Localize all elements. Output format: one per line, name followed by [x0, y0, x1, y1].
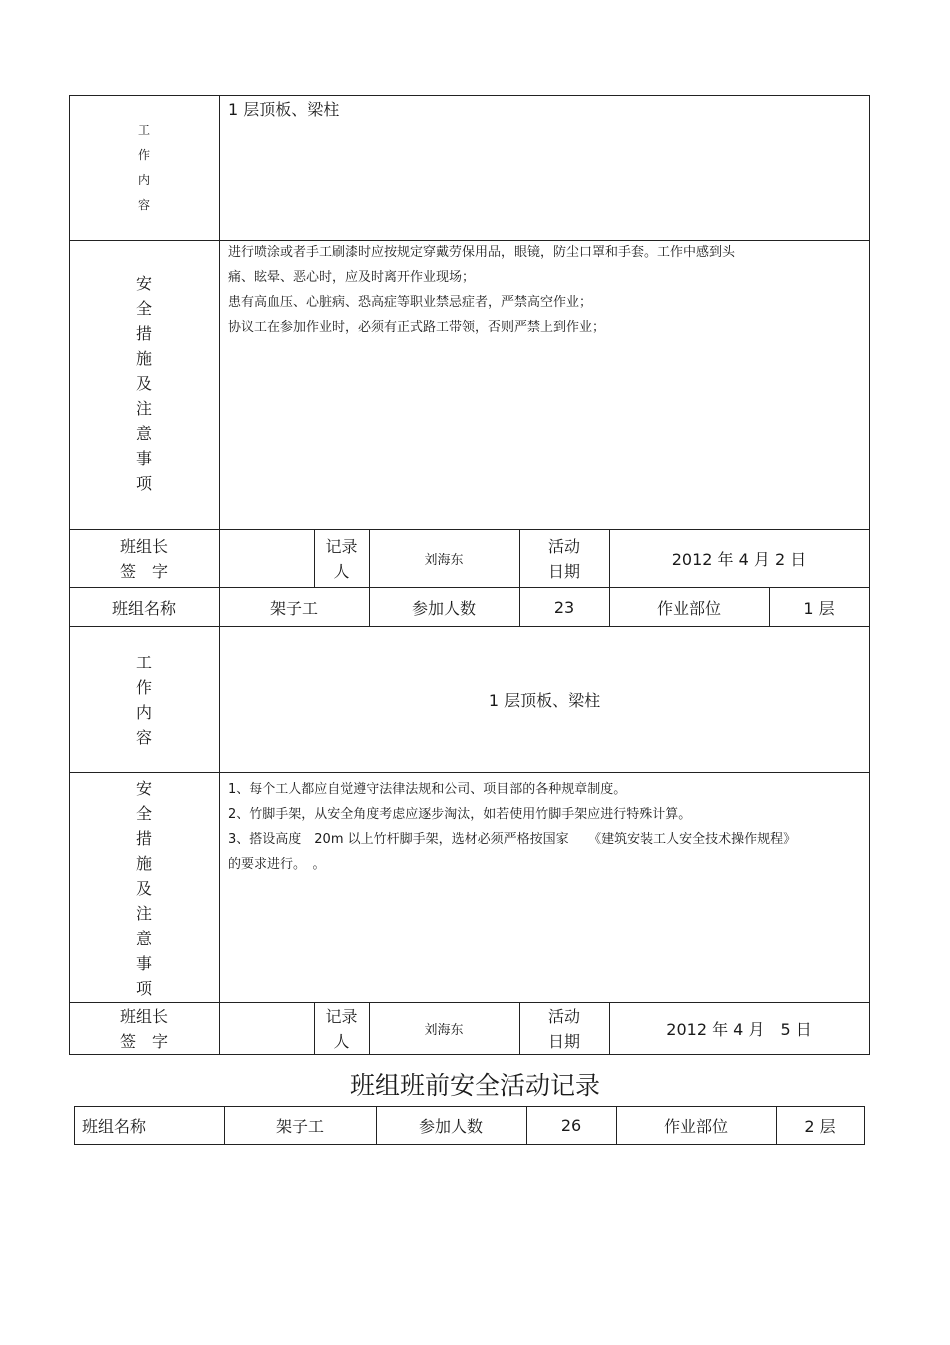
work-content-text: 1 层顶板、梁柱 — [488, 691, 601, 710]
safety-line: 的要求进行。 。 — [228, 857, 326, 872]
team-name-value: 架子工 — [275, 1117, 324, 1136]
safety-line: 2、竹脚手架，从安全角度考虑应逐步淘汰，如若使用竹脚手架应进行特殊计算。 — [228, 807, 692, 822]
team-name-label: 班组名称 — [82, 1117, 147, 1136]
team-leader-sign-field[interactable] — [220, 530, 314, 587]
work-location-value: 2 层 — [804, 1117, 836, 1136]
section-title: 班组班前安全活动记录 — [349, 1071, 600, 1100]
activity-date-label: 活动 日期 — [547, 1007, 580, 1051]
recorder-label: 记录 人 — [325, 537, 358, 581]
participants-value: 26 — [560, 1116, 582, 1135]
recorder-label: 记录 人 — [325, 1007, 358, 1051]
team-leader-sign-label: 班组长 签 字 — [119, 1007, 168, 1051]
activity-date-value: 2012 年 4 月 2 日 — [671, 550, 807, 569]
participants-label: 参加人数 — [411, 598, 476, 618]
team-name-value: 架子工 — [269, 598, 318, 618]
safety-line: 3、搭设高度 20m 以上竹杆脚手架，选材必须严格按国家 《建筑安装工人安全技术操作规程》 — [228, 832, 797, 847]
team-leader-sign-label: 班组长 签 字 — [119, 537, 168, 581]
participants-label: 参加人数 — [418, 1117, 483, 1136]
activity-date-label: 活动 日期 — [547, 537, 580, 581]
activity-date-value: 2012 年 4 月 5 日 — [666, 1020, 812, 1039]
team-name-label: 班组名称 — [111, 598, 176, 618]
safety-line: 1、每个工人都应自觉遵守法律法规和公司、项目部的各种规章制度。 — [228, 782, 627, 797]
safety-line: 协议工在参加作业时，必须有正式路工带领，否则严禁上到作业； — [228, 320, 606, 335]
work-content-text: 1 层顶板、梁柱 — [228, 100, 340, 119]
work-content-label: 工 作 内 容 — [137, 123, 150, 212]
recorder-name: 刘海东 — [424, 553, 464, 568]
safety-measures-label: 安 全 措 施 及 注 意 事 项 — [135, 274, 152, 493]
recorder-name: 刘海东 — [424, 1023, 464, 1038]
team-leader-sign-field[interactable] — [220, 1003, 314, 1054]
work-location-label: 作业部位 — [663, 1117, 728, 1136]
work-location-label: 作业部位 — [656, 598, 721, 618]
work-location-value: 1 层 — [803, 598, 835, 618]
safety-line: 患有高血压、心脏病、恐高症等职业禁忌症者，严禁高空作业； — [228, 295, 593, 310]
work-content-label: 工 作 内 容 — [135, 653, 152, 747]
safety-line: 进行喷涂或者手工刷漆时应按规定穿戴劳保用品，眼镜，防尘口罩和手套。工作中感到头 — [228, 245, 736, 260]
safety-measures-label: 安 全 措 施 及 注 意 事 项 — [135, 779, 152, 998]
participants-value: 23 — [553, 597, 575, 617]
safety-line: 痛、眩晕、恶心时，应及时离开作业现场； — [228, 270, 476, 285]
